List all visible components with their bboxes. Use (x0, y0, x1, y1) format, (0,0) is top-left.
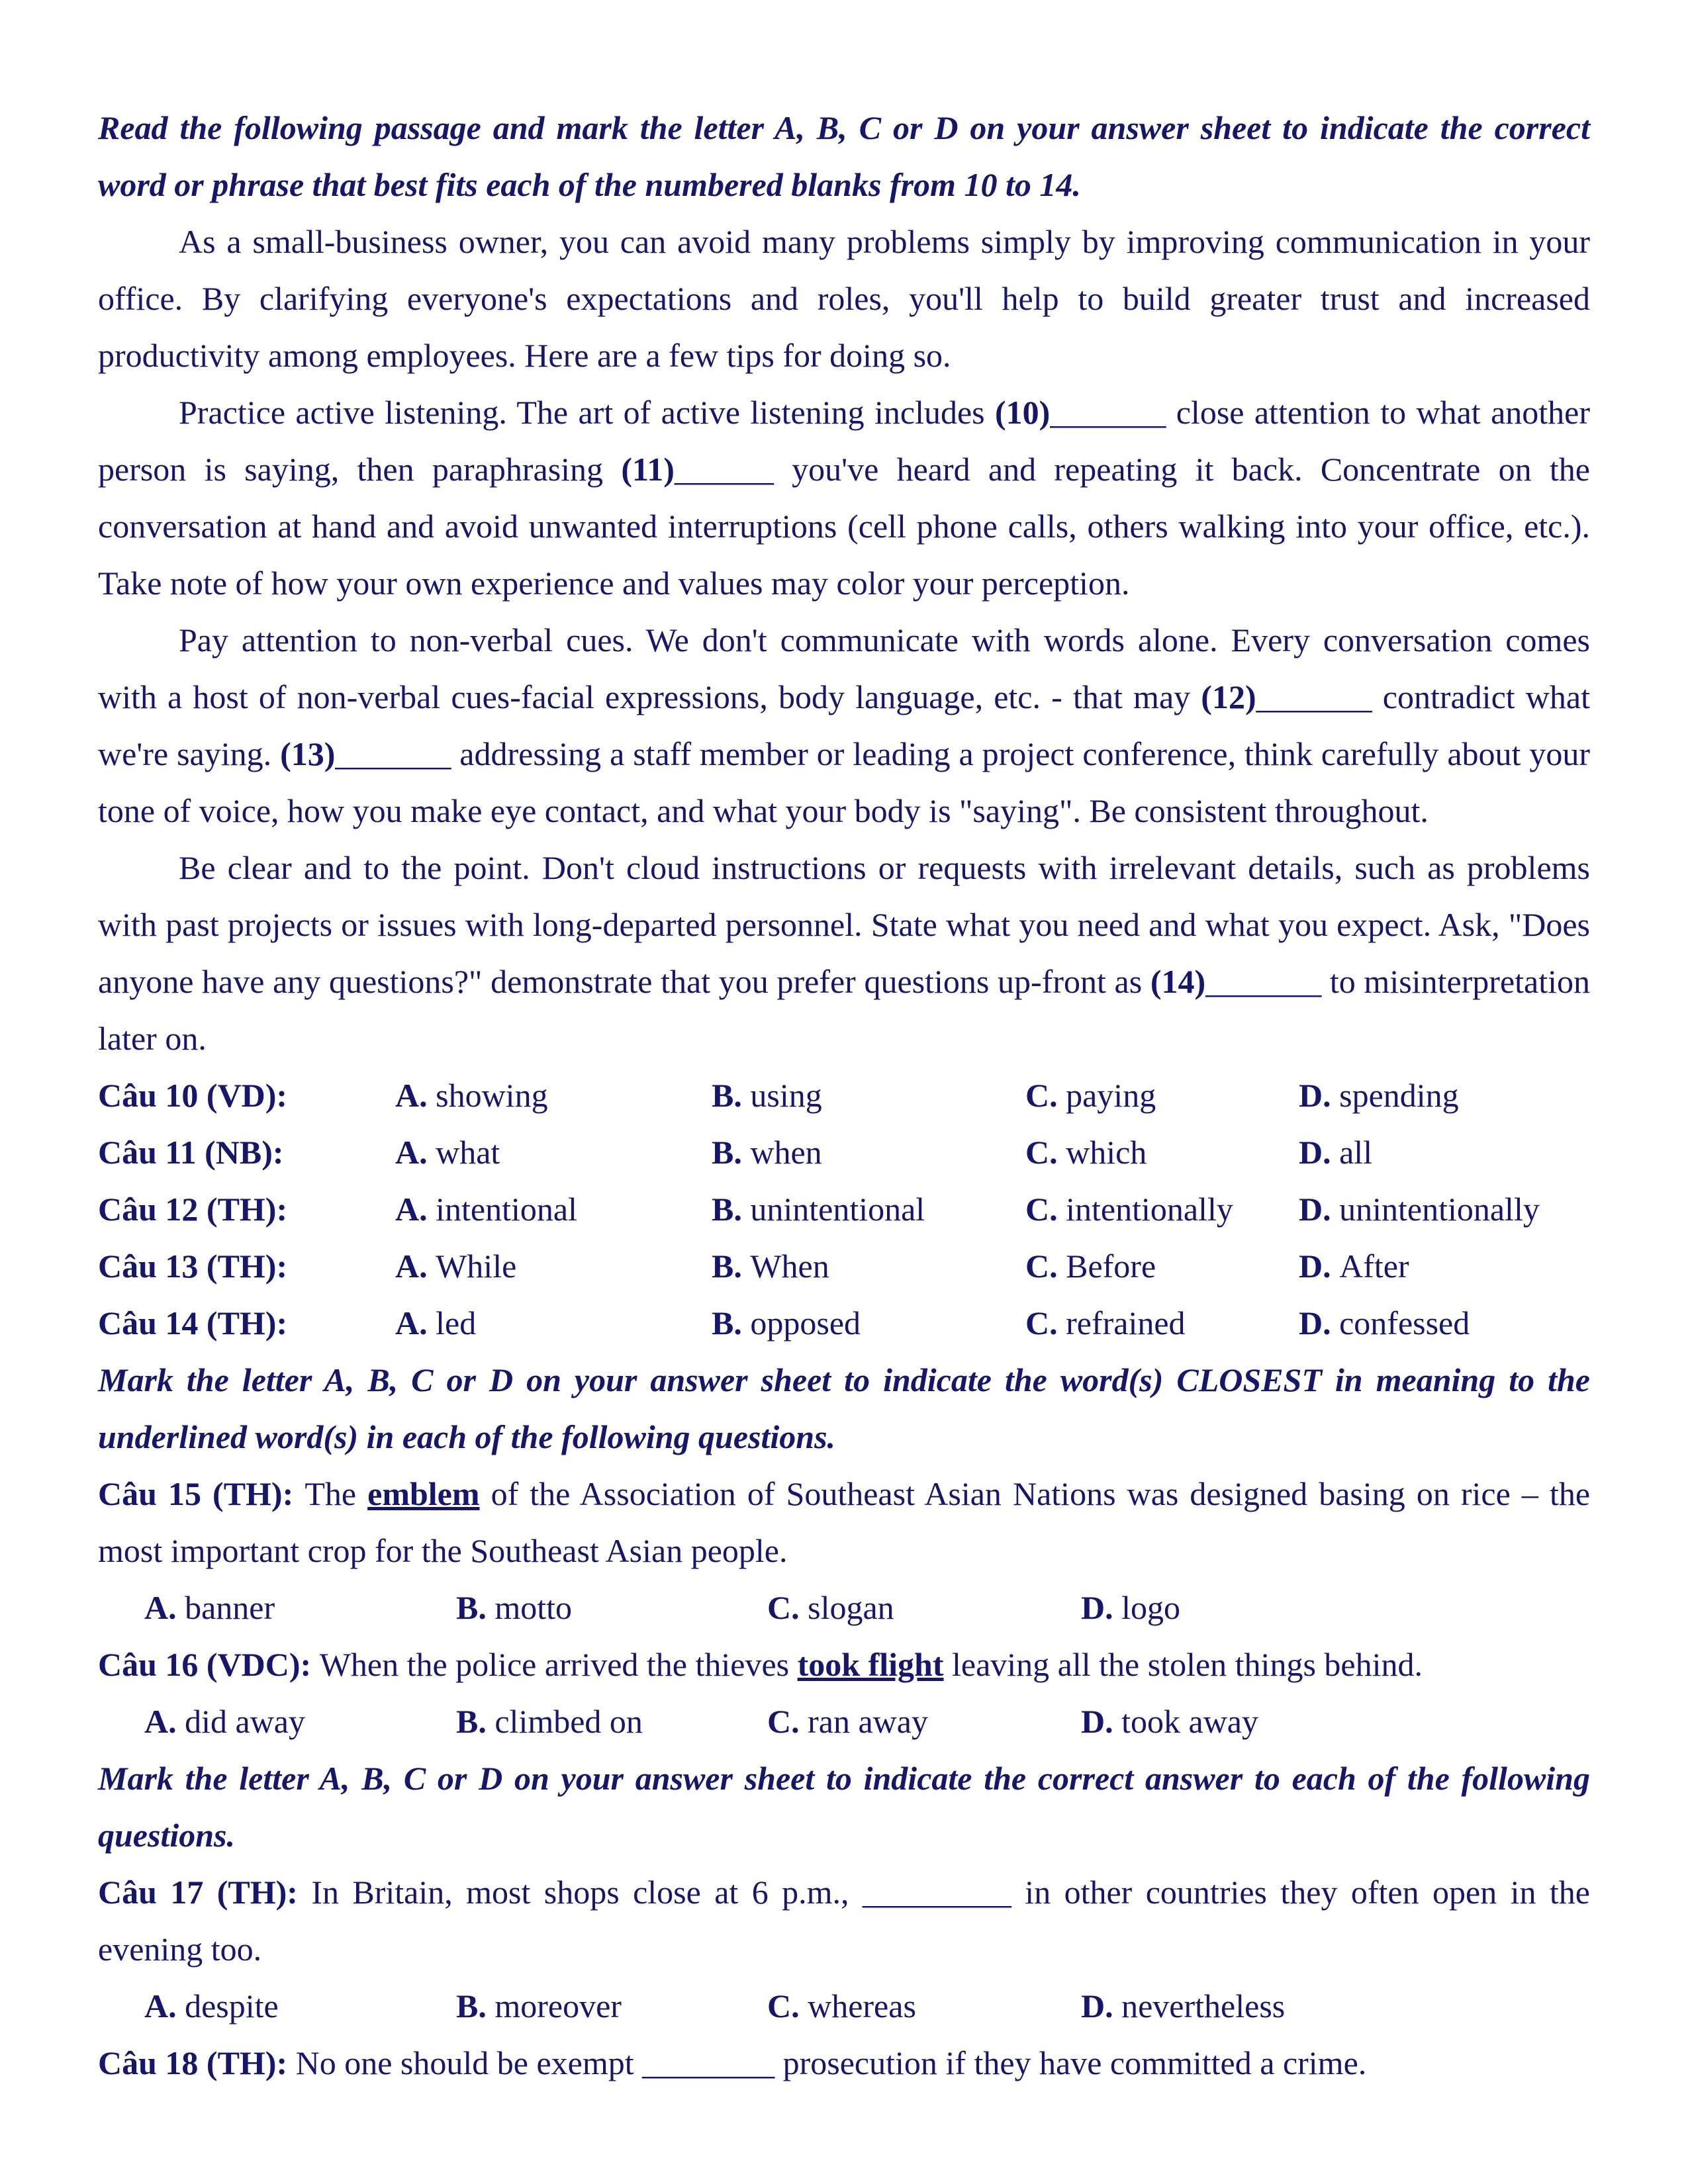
options-row (98, 1693, 1590, 1750)
option-letter: D. (1299, 1248, 1340, 1285)
option-letter: D. (1299, 1191, 1340, 1228)
text-run: Mark the letter A, B, C or D on your answer sheet to indicate the correct answer to each of the following questions. (98, 1760, 1590, 1854)
text-run: emblem (367, 1475, 480, 1512)
text-run: Mark the letter A, B, C or D on your answer sheet to indicate the word(s) CLOSEST in meaning to the underlined word(s) in each of the following questions. (98, 1361, 1590, 1455)
option-a: A. showing (395, 1077, 548, 1114)
text-run: (12) (1201, 678, 1256, 715)
option-c: C. slogan (767, 1589, 894, 1626)
passage-paragraph (98, 839, 1590, 1067)
question-label: Câu 15 (TH): (98, 1475, 305, 1512)
option-letter: C. (767, 1703, 808, 1740)
question-label: Câu 10 (VD): (98, 1077, 288, 1114)
option-letter: B. (456, 1703, 495, 1740)
question-label: Câu 12 (TH): (98, 1191, 288, 1228)
question-options-row (98, 1067, 1590, 1124)
option-b: B. motto (456, 1589, 573, 1626)
question-label: Câu 11 (NB): (98, 1134, 284, 1171)
question-options-row (98, 1181, 1590, 1238)
text-run: (14) (1150, 963, 1206, 1000)
option-letter: A. (395, 1134, 436, 1171)
option-letter: C. (1025, 1191, 1066, 1228)
question-options-row (98, 1295, 1590, 1351)
option-b: B. When (712, 1248, 829, 1285)
option-d: D. spending (1299, 1077, 1459, 1114)
options-row (98, 1978, 1590, 2034)
option-c: C. refrained (1025, 1304, 1186, 1342)
option-letter: A. (144, 1589, 185, 1626)
question-label: Câu 17 (TH): (98, 1874, 312, 1911)
text-run: In Britain, most shops close at 6 p.m., _________ in other countries they often open in the evening too. (98, 1874, 1590, 1968)
option-letter: B. (456, 1987, 495, 2025)
option-d: D. all (1299, 1134, 1373, 1171)
option-d: D. logo (1081, 1589, 1181, 1626)
option-letter: D. (1081, 1703, 1122, 1740)
question-options-row (98, 1238, 1590, 1295)
option-a: A. intentional (395, 1191, 577, 1228)
option-letter: A. (395, 1304, 436, 1342)
option-c: C. Before (1025, 1248, 1156, 1285)
option-letter: D. (1081, 1589, 1122, 1626)
text-run: _______ to misinterpretation later on. (98, 963, 1591, 1057)
option-letter: C. (767, 1987, 808, 2025)
option-d: D. confessed (1299, 1304, 1470, 1342)
option-a: A. did away (144, 1703, 305, 1740)
text-run: Pay attention to non-verbal cues. We don't communicate with words alone. Every conversation comes with a host of non-verbal cues-facial expressions, body language, etc. - that may (98, 621, 1590, 715)
text-run: _______ contradict what we're saying. (98, 678, 1590, 772)
option-letter: B. (712, 1077, 751, 1114)
text-run: _______ close attention to what another person is saying, then paraphrasing (98, 394, 1590, 488)
option-a: A. banner (144, 1589, 275, 1626)
option-b: B. moreover (456, 1987, 622, 2025)
text-run: (13) (280, 735, 336, 772)
section-instruction (98, 1351, 1590, 1465)
option-letter: A. (395, 1077, 436, 1114)
option-letter: B. (456, 1589, 495, 1626)
option-letter: C. (1025, 1077, 1066, 1114)
option-letter: A. (144, 1987, 185, 2025)
text-run: As a small-business owner, you can avoid many problems simply by improving communication in your office. By clarifying everyone's expectations and roles, you'll help to build greater trust and increased productivity among employees. Here are a few tips for doing so. (98, 223, 1590, 374)
text-run: Be clear and to the point. Don't cloud instructions or requests with irrelevant details, such as problems with past projects or issues with long-departed personnel. State what you need and what you expect. Ask, "Does anyone have any questions?" demonstrate that you prefer questions up-front as (98, 849, 1590, 1000)
question-text (98, 1864, 1590, 1978)
passage-paragraph (98, 612, 1590, 839)
text-run: Read the following passage and mark the letter A, B, C or D on your answer sheet to indicate the correct word or phrase that best fits each of the numbered blanks from 10 to 14. (98, 109, 1590, 203)
text-run: (11) (621, 451, 675, 488)
option-letter: B. (712, 1134, 751, 1171)
option-b: B. using (712, 1077, 822, 1114)
document-content (98, 99, 1590, 2091)
question-label: Câu 13 (TH): (98, 1248, 288, 1285)
option-c: C. which (1025, 1134, 1147, 1171)
option-letter: A. (395, 1248, 436, 1285)
question-text (98, 2034, 1590, 2091)
option-letter: C. (1025, 1248, 1066, 1285)
option-a: A. what (395, 1134, 500, 1171)
option-a: A. While (395, 1248, 517, 1285)
option-letter: C. (1025, 1134, 1066, 1171)
option-letter: B. (712, 1191, 751, 1228)
option-letter: B. (712, 1248, 751, 1285)
text-run: (10) (995, 394, 1051, 431)
option-letter: A. (144, 1703, 185, 1740)
passage-paragraph (98, 213, 1590, 384)
option-b: B. opposed (712, 1304, 861, 1342)
text-run: leaving all the stolen things behind. (943, 1646, 1423, 1683)
text-run: ______ you've heard and repeating it back. Concentrate on the conversation at hand and avoid unwanted interruptions (cell phone calls, others walking into your office, etc.). Take note of how your own experience and values may color your perception. (98, 451, 1590, 602)
text-run: _______ addressing a staff member or leading a project conference, think carefully about your tone of voice, how you make eye contact, and what your body is "saying". Be consistent throughout. (98, 735, 1590, 829)
section-instruction (98, 99, 1590, 213)
option-c: C. intentionally (1025, 1191, 1233, 1228)
options-row (98, 1579, 1590, 1636)
section-instruction (98, 1750, 1590, 1864)
option-letter: A. (395, 1191, 436, 1228)
passage-paragraph (98, 384, 1590, 612)
option-letter: C. (767, 1589, 808, 1626)
text-run: When the police arrived the thieves (319, 1646, 798, 1683)
option-letter: B. (712, 1304, 751, 1342)
option-b: B. unintentional (712, 1191, 925, 1228)
question-text (98, 1636, 1590, 1693)
text-run: Practice active listening. The art of active listening includes (179, 394, 996, 431)
text-run: The (305, 1475, 368, 1512)
option-letter: D. (1299, 1304, 1340, 1342)
question-label: Câu 18 (TH): (98, 2044, 296, 2081)
option-c: C. paying (1025, 1077, 1156, 1114)
option-b: B. when (712, 1134, 822, 1171)
option-d: D. took away (1081, 1703, 1258, 1740)
option-d: D. After (1299, 1248, 1409, 1285)
question-label: Câu 14 (TH): (98, 1304, 288, 1342)
text-run: took flight (797, 1646, 944, 1683)
option-c: C. ran away (767, 1703, 928, 1740)
question-options-row (98, 1124, 1590, 1181)
option-a: A. despite (144, 1987, 279, 2025)
text-run: No one should be exempt ________ prosecution if they have committed a crime. (295, 2044, 1367, 2081)
option-b: B. climbed on (456, 1703, 643, 1740)
option-letter: D. (1081, 1987, 1122, 2025)
option-d: D. nevertheless (1081, 1987, 1286, 2025)
option-a: A. led (395, 1304, 477, 1342)
option-letter: D. (1299, 1134, 1340, 1171)
question-text (98, 1465, 1590, 1579)
option-letter: C. (1025, 1304, 1066, 1342)
option-d: D. unintentionally (1299, 1191, 1540, 1228)
option-letter: D. (1299, 1077, 1340, 1114)
option-c: C. whereas (767, 1987, 916, 2025)
text-run: of the Association of Southeast Asian Nations was designed basing on rice – the most important crop for the Southeast Asian people. (98, 1475, 1591, 1569)
question-label: Câu 16 (VDC): (98, 1646, 320, 1683)
